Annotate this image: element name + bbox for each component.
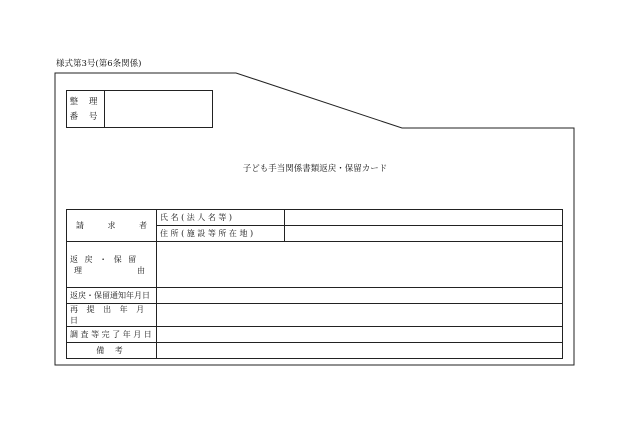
form-header: 様式第3号(第6条関係) (56, 59, 142, 69)
return-hold-table (66, 209, 563, 359)
reason-field[interactable] (157, 242, 563, 288)
notice-date-field[interactable] (157, 288, 563, 304)
shimei-label: 氏 名 ( 法 人 名 等 ) (157, 210, 285, 226)
seiri-bango-box (66, 90, 213, 128)
resubmit-date-field[interactable] (157, 304, 563, 327)
seiri-bango-label: 整 理 番 号 (67, 91, 105, 127)
reason-label: 返 戻 ・ 保 留 理 由 (67, 242, 157, 288)
resubmit-date-label: 再 提 出 年 月 日 (67, 304, 157, 327)
notice-date-label: 返戻・保留通知年月日 (67, 288, 157, 304)
jusho-label: 住 所 ( 施 設 等 所 在 地 ) (157, 226, 285, 242)
survey-complete-date-field[interactable] (157, 327, 563, 343)
shimei-field[interactable] (285, 210, 563, 226)
seikyusha-label: 請 求 者 (67, 210, 157, 242)
jusho-field[interactable] (285, 226, 563, 242)
remarks-field[interactable] (157, 343, 563, 359)
remarks-label: 備 考 (67, 343, 157, 359)
card-title: 子ども手当関係書類返戻・保留カード (242, 164, 388, 174)
survey-complete-date-label: 調 査 等 完 了 年 月 日 (67, 327, 157, 343)
